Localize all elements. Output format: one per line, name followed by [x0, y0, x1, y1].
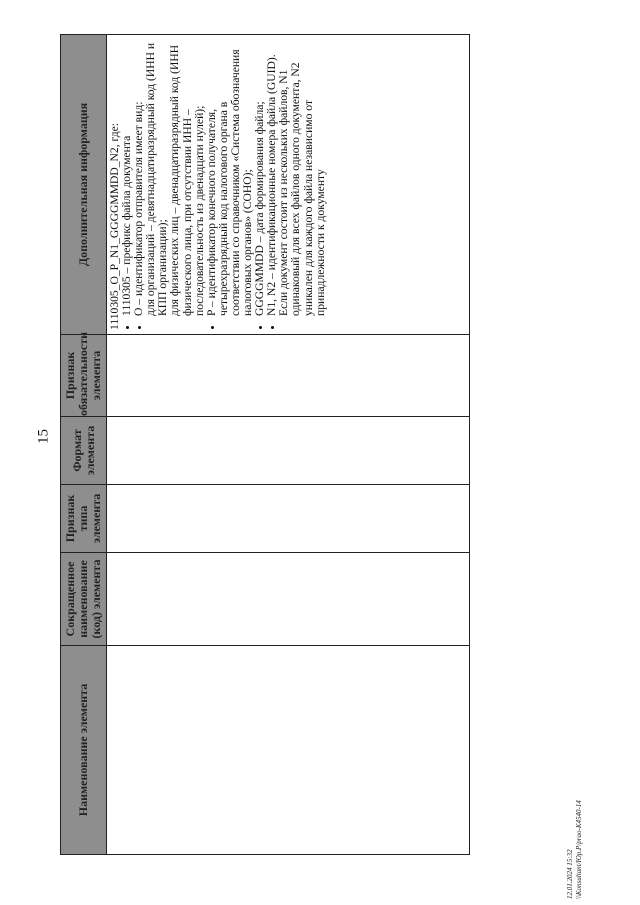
cell-additional-info	[107, 35, 470, 335]
info-item: • N1, N2 – идентификационные номера файла (GUID). Если документ состоит из нескольких файлов, N1 одинаковый для всех файлов одного документа, N2 уникален для каждого файла независимо от принадлежности к документу	[266, 38, 326, 316]
header-element-name: Наименование элемента	[61, 646, 107, 855]
header-element-format: Формат элемента	[61, 417, 107, 485]
cell-name	[107, 646, 470, 855]
info-intro: 1110305_O_P_N1_GGGGMMDD_N2, где:	[108, 123, 121, 330]
table-header-row	[61, 35, 107, 855]
stamp-date: 12.01.2024 15:32	[566, 849, 574, 899]
info-item: • 1110305 – префикс файла документа	[121, 38, 133, 316]
info-list	[121, 38, 327, 330]
info-subitem: для организаций – девятнадцатиразрядный код (ИНН и КПП организации);	[144, 42, 170, 316]
cell-type	[107, 485, 470, 553]
info-item	[133, 38, 206, 316]
cell-required	[107, 335, 470, 417]
print-stamp	[566, 719, 584, 899]
header-element-type: Признак типа элемента	[61, 485, 107, 553]
cell-format	[107, 417, 470, 485]
page-number: 15	[35, 429, 52, 444]
rotated-page	[60, 35, 470, 855]
stamp-path: \\Konsultant/Юр.Р/prao-К4540-14	[575, 800, 583, 899]
info-item: • P – идентификатор конечного получателя, четырехразрядный код налогового органа в соответствии со справочником «Система обозначения налоговых органов» (СОНО);	[206, 38, 254, 316]
info-item: • GGGGMMDD – дата формирования файла;	[254, 38, 266, 316]
header-additional-info: Дополнительная информация	[61, 35, 107, 335]
header-element-code: Сокращенное наименование (код) элемента	[61, 553, 107, 646]
header-element-required: Признак обязательности элемента	[61, 335, 107, 417]
element-spec-table	[60, 34, 470, 855]
info-subitem: для физических лиц – двенадцатиразрядный код (ИНН физического лица, при отсутствии ИНН – последовательность из двенадцати нулей);	[168, 44, 206, 316]
table-row	[107, 35, 470, 855]
info-item-text: O – идентификатор отправителя имеет вид:	[132, 101, 146, 316]
cell-code	[107, 553, 470, 646]
